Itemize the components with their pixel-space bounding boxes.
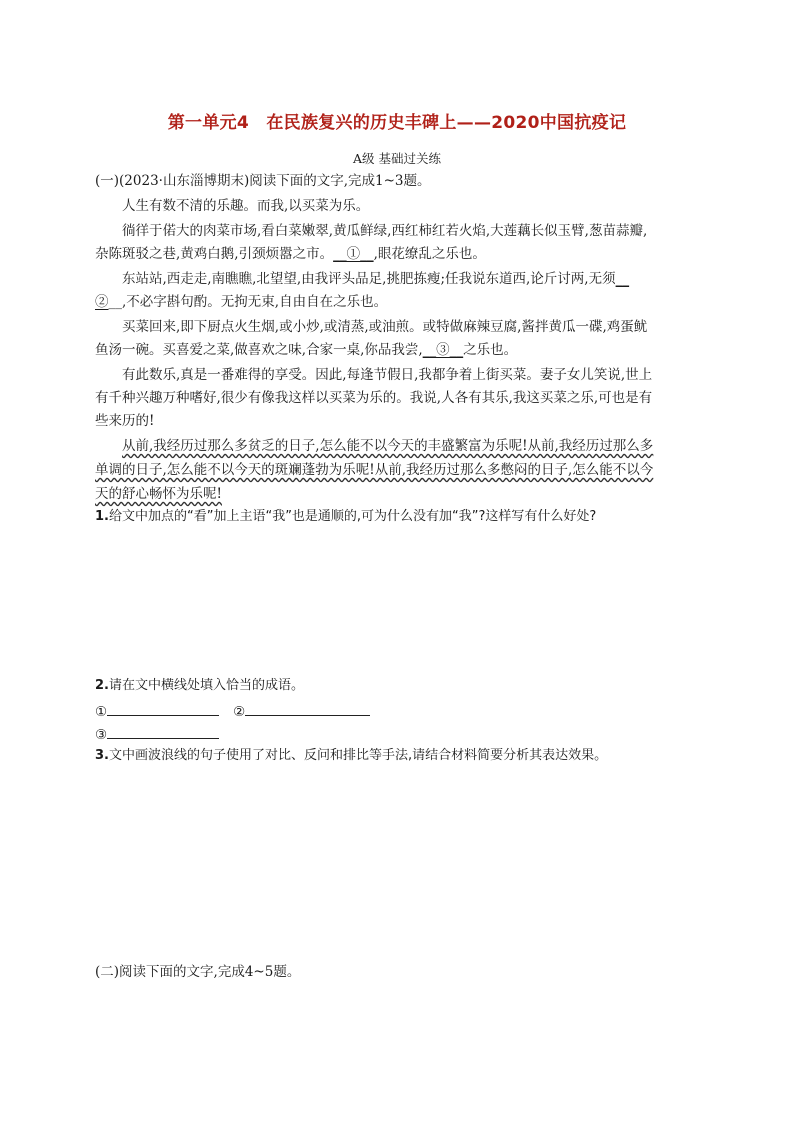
section2-header: (二)阅读下面的文字,完成4~5题。 xyxy=(95,964,301,980)
page-title: 第一单元4 在民族复兴的历史丰碑上——2020中国抗疫记 xyxy=(167,113,627,133)
answer-blank-2[interactable] xyxy=(245,701,370,716)
answer-blanks-row-2 xyxy=(95,724,219,744)
fill-blank-1: __①__ xyxy=(333,246,374,262)
wavy-sentence-line-3: 天的舒心畅怀为乐呢! xyxy=(95,486,222,502)
passage-paragraph-4-line-1: 买菜回来,即下厨点火生烟,或小炒,或清蒸,或油煎。或特做麻辣豆腐,酱拌黄瓜一碟,鸡蛋鱿 xyxy=(122,319,648,335)
fill-blank-2: ② xyxy=(95,294,109,310)
question-number: 3. xyxy=(95,748,109,763)
level-subtitle: A级 基础过关练 xyxy=(352,151,441,166)
fill-blank-2-start: __ xyxy=(615,271,630,287)
answer-blank-2-label: ② xyxy=(233,704,246,720)
answer-blank-3-label: ③ xyxy=(95,727,108,743)
passage-paragraph-5-line-2: 有千种兴趣万种嗜好,很少有像我这样以买菜为乐的。我说,人各有其乐,我这买菜之乐,可也是有 xyxy=(95,390,653,406)
question-number: 1. xyxy=(95,509,109,524)
passage-paragraph-2-line-1: 徜徉于偌大的肉菜市场,看白菜嫩翠,黄瓜鲜绿,西红柿红若火焰,大莲藕长似玉臂,葱苗蒜瓣, xyxy=(122,223,648,239)
passage-text: ,眼花缭乱之乐也。 xyxy=(373,246,486,262)
passage-paragraph-1: 人生有数不清的乐趣。而我,以买菜为乐。 xyxy=(122,198,370,214)
answer-blank-3[interactable] xyxy=(107,724,219,739)
passage-paragraph-3-line-2 xyxy=(95,293,387,311)
answer-blanks-row-1 xyxy=(95,701,370,721)
question-2 xyxy=(95,677,304,695)
fill-blank-3: __③__ xyxy=(422,342,464,358)
wavy-sentence-line-2: 单调的日子,怎么能不以今天的斑斓蓬勃为乐呢!从前,我经历过那么多憋闷的日子,怎么能不以今 xyxy=(95,462,654,478)
question-1 xyxy=(95,508,596,526)
answer-blank-1-label: ① xyxy=(95,704,108,720)
question-text: 请在文中横线处填入恰当的成语。 xyxy=(108,678,304,693)
passage-paragraph-5-line-3: 些来历的! xyxy=(95,413,155,429)
passage-text: __,不必字斟句酌。无拘无束,自由自在之乐也。 xyxy=(108,294,388,310)
section1-header: (一)(2023·山东淄博期末)阅读下面的文字,完成1~3题。 xyxy=(95,173,431,189)
passage-text: 杂陈斑驳之巷,黄鸡白鹅,引颈烦嚣之市。 xyxy=(95,246,334,262)
question-3 xyxy=(95,747,607,765)
passage-paragraph-3-line-1 xyxy=(122,270,629,288)
passage-text: 鱼汤一碗。买喜爱之菜,做喜欢之味,合家一桌,你品我尝, xyxy=(95,342,423,358)
passage-paragraph-4-line-2 xyxy=(95,341,517,359)
question-number: 2. xyxy=(95,678,109,693)
question-text: 给文中加点的“看”加上主语“我”也是通顺的,可为什么没有加“我”?这样写有什么好处? xyxy=(108,509,597,524)
answer-blank-1[interactable] xyxy=(107,701,219,716)
question-text: 文中画波浪线的句子使用了对比、反问和排比等手法,请结合材料简要分析其表达效果。 xyxy=(108,748,608,763)
passage-text: 之乐也。 xyxy=(463,342,518,358)
passage-paragraph-5-line-1: 有此数乐,真是一番难得的享受。因此,每逢节假日,我都争着上街买菜。妻子女儿笑说,世上 xyxy=(122,367,653,383)
passage-paragraph-2-line-2 xyxy=(95,245,486,263)
passage-text: 东站站,西走走,南瞧瞧,北望望,由我评头品足,挑肥拣瘦;任我说东道西,论斤讨两,无须 xyxy=(122,271,616,287)
wavy-sentence-line-1: 从前,我经历过那么多贫乏的日子,怎么能不以今天的丰盛繁富为乐呢!从前,我经历过那么多 xyxy=(122,438,654,454)
